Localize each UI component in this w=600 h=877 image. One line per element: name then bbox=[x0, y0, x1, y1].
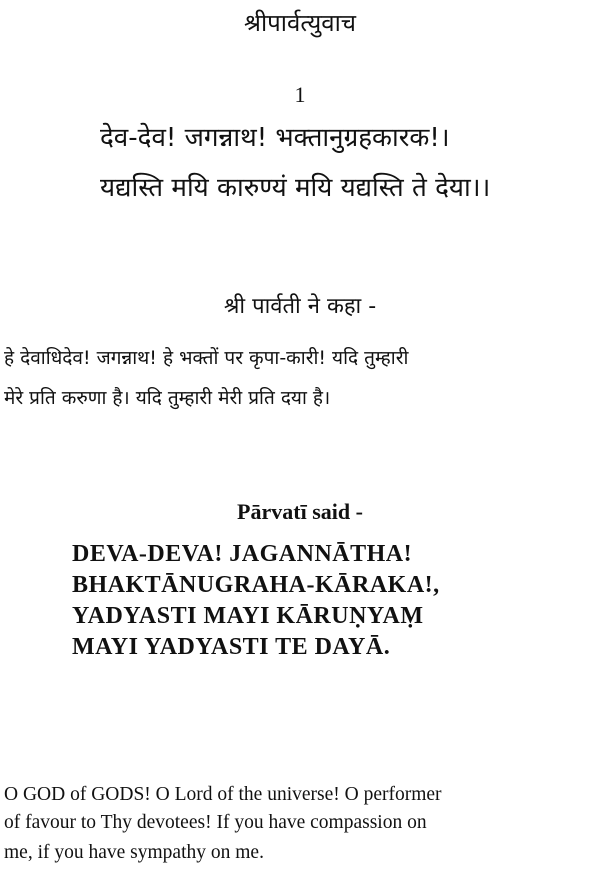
sanskrit-verse-line-1: देव-देव! जगन्नाथ! भक्तानुग्रहकारक!। bbox=[100, 123, 450, 153]
sanskrit-heading: श्रीपार्वत्युवाच bbox=[243, 9, 357, 37]
english-translation-line-3: me, if you have sympathy on me. bbox=[4, 842, 264, 863]
english-heading: Pārvatī said - bbox=[237, 499, 363, 524]
hindi-translation-line-2: मेरे प्रति करुणा है। यदि तुम्हारी मेरी प्रति दया है। bbox=[4, 387, 331, 409]
transliteration-line-4: MAYI YADYASTI TE DAYĀ. bbox=[72, 634, 391, 660]
hindi-translation-line-1: हे देवाधिदेव! जगन्नाथ! हे भक्तों पर कृपा-कारी! यदि तुम्हारी bbox=[4, 347, 409, 369]
hindi-heading: श्री पार्वती ने कहा - bbox=[223, 294, 377, 319]
transliteration-line-1: DEVA-DEVA! JAGANNĀTHA! bbox=[72, 541, 413, 567]
transliteration-line-2: BHAKTĀNUGRAHA-KĀRAKA!, bbox=[72, 572, 440, 598]
english-translation-line-1: O GOD of GODS! O Lord of the universe! O performer bbox=[4, 784, 442, 805]
english-translation-line-2: of favour to Thy devotees! If you have compassion on bbox=[4, 812, 427, 833]
verse-number: 1 bbox=[294, 82, 306, 107]
transliteration-line-3: YADYASTI MAYI KĀRUṆYAṂ bbox=[72, 603, 424, 629]
sanskrit-verse-line-2: यद्यस्ति मयि कारुण्यं मयि यद्यस्ति ते देया।। bbox=[100, 173, 491, 203]
